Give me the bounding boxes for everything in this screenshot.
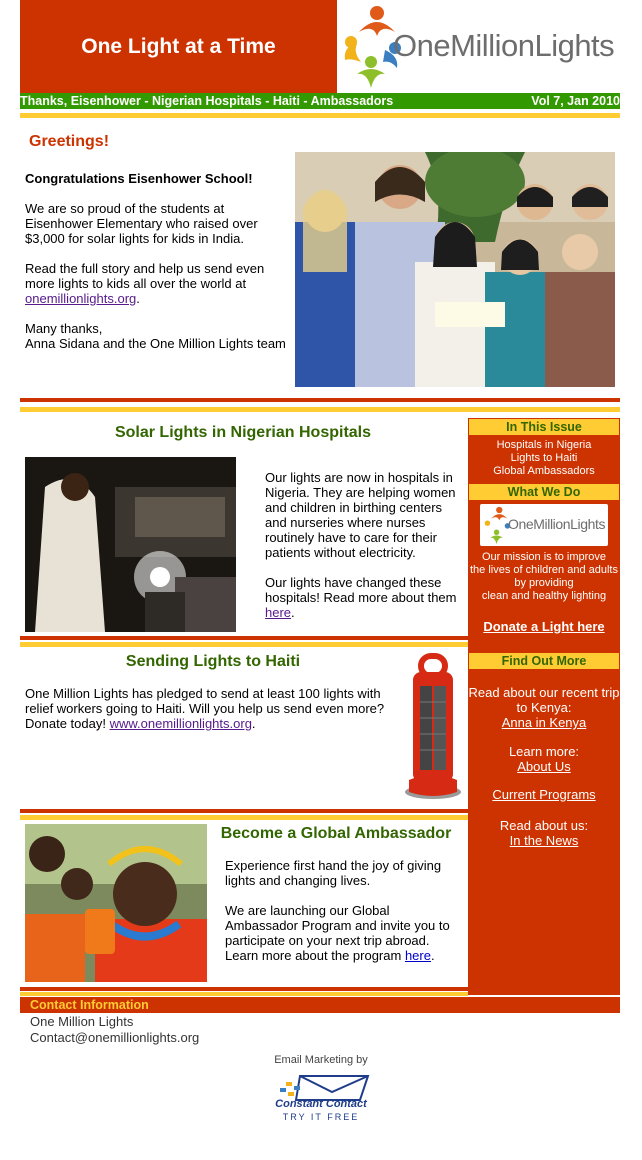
divider	[20, 113, 620, 118]
onemillionlights-link[interactable]: onemillionlights.org	[25, 291, 137, 306]
in-the-news-link[interactable]: In the News	[509, 833, 579, 848]
solar-lantern-image	[403, 652, 463, 800]
ambassador-text	[225, 858, 460, 978]
about-us-link[interactable]: About Us	[517, 759, 571, 774]
mission-text	[468, 551, 620, 603]
ambassador-paragraph: Experience first hand the joy of giving lights and changing lives.	[225, 858, 442, 888]
ambassador-paragraph-2	[225, 903, 460, 963]
haiti-end: .	[251, 716, 256, 731]
divider	[20, 992, 468, 996]
nurse-photo-image	[25, 457, 236, 632]
divider	[20, 636, 468, 640]
haiti-title: Sending Lights to Haiti	[125, 653, 301, 670]
contact-info	[30, 1014, 199, 1046]
sidebar	[468, 418, 620, 995]
divider	[20, 987, 468, 991]
kenya-photo-image	[25, 824, 207, 982]
mission-line: Our mission is to improve	[481, 551, 607, 563]
greeting-paragraph: We are so proud of the students at Eisenhower Elementary who raised over $3,000 for solar lights for kids in India.	[25, 201, 258, 246]
kenya-link[interactable]: Anna in Kenya	[501, 715, 587, 730]
nigeria-paragraph-2	[265, 575, 460, 620]
greeting-thanks: Many thanks,	[25, 321, 103, 336]
nigeria-here-link[interactable]: here	[265, 605, 292, 620]
email-marketing-label: Email Marketing by	[274, 1054, 368, 1066]
header-banner	[20, 0, 337, 93]
header	[20, 0, 620, 93]
divider	[20, 642, 468, 647]
contact-email[interactable]: Contact@onemillionlights.org	[30, 1030, 200, 1045]
students-photo	[295, 152, 615, 387]
find-out-more-list	[468, 685, 620, 848]
solar-lantern-icon	[403, 652, 463, 800]
greeting-text	[25, 171, 293, 366]
nigeria-photo	[25, 457, 236, 632]
trip-text: Read about our recent trip to Kenya:	[468, 685, 620, 715]
nigeria-p2-text: Our lights have changed these hospitals! Read more about them	[265, 575, 457, 605]
greeting-signature: Anna Sidana and the One Million Lights team	[25, 336, 286, 351]
brand-logo[interactable]	[337, 0, 620, 93]
cc-tagline: TRY IT FREE	[282, 1112, 360, 1122]
donate-container	[468, 619, 620, 634]
mission-line: by providing	[514, 577, 574, 589]
issue-topbar	[20, 93, 620, 109]
divider	[20, 809, 468, 813]
donate-link[interactable]: Donate a Light here	[483, 619, 605, 634]
ambassador-p2-text: We are launching our Global Ambassador Program and invite you to participate on your next trip abroad. Learn more about the program	[225, 903, 450, 963]
ambassador-here-link[interactable]: here	[404, 948, 431, 963]
topbar-volume: Vol 7, Jan 2010	[531, 94, 620, 108]
learn-text: Learn more:	[508, 744, 580, 759]
haiti-paragraph: One Million Lights has pledged to send at least 100 lights with relief workers going to Haiti. Will you help us send even more? Donate today!	[25, 686, 385, 731]
issue-item[interactable]: Hospitals in Nigeria	[496, 439, 592, 451]
news-text: Read about us:	[499, 818, 589, 833]
ambassador-p2-end: .	[430, 948, 435, 963]
nigeria-text	[265, 470, 460, 635]
greeting-signoff	[25, 321, 293, 351]
what-we-do-heading: What We Do	[469, 484, 619, 500]
students-photo-image	[295, 152, 615, 387]
haiti-donate-link[interactable]: www.onemillionlights.org	[109, 716, 252, 731]
greeting-title: Greetings!	[29, 133, 110, 150]
cc-name: Constant Contact	[275, 1098, 367, 1110]
ambassador-title: Become a Global Ambassador	[220, 825, 452, 842]
in-this-issue-heading: In This Issue	[469, 419, 619, 435]
greeting-paragraph-2	[25, 261, 293, 306]
nigeria-p2-end: .	[291, 605, 295, 620]
haiti-text	[25, 686, 395, 731]
greeting-heading: Congratulations Eisenhower School!	[25, 171, 253, 186]
greeting-p2-text: Read the full story and help us send even more lights to kids all over the world at	[25, 261, 265, 291]
divider	[20, 407, 620, 412]
topbar-topics: Thanks, Eisenhower - Nigerian Hospitals - Haiti - Ambassadors	[20, 94, 394, 108]
constant-contact-logo[interactable]	[270, 1070, 372, 1124]
contact-heading: Contact Information	[20, 997, 620, 1013]
current-programs-link[interactable]: Current Programs	[492, 787, 596, 802]
divider	[20, 398, 620, 402]
mission-line: the lives of children and adults	[470, 564, 618, 576]
ambassador-photo	[25, 824, 207, 982]
find-out-more-heading: Find Out More	[469, 653, 619, 669]
divider	[20, 815, 468, 820]
greeting-p2-end: .	[136, 291, 140, 306]
nigeria-title: Solar Lights in Nigerian Hospitals	[114, 424, 372, 441]
contact-org: One Million Lights	[30, 1014, 134, 1029]
header-title: One Light at a Time	[81, 34, 276, 58]
sidebar-logo	[480, 504, 608, 546]
mission-line: clean and healthy lighting	[481, 590, 607, 602]
sidebar-logo-text: OneMillionLights	[508, 516, 606, 532]
issue-item[interactable]: Lights to Haiti	[510, 452, 578, 464]
nigeria-paragraph: Our lights are now in hospitals in Nigeria. They are helping women and children in birthing centers and nurseries where nurses routinely have to care for their patients without electricity.	[265, 470, 456, 560]
issue-item[interactable]: Global Ambassadors	[493, 465, 595, 477]
brand-logo-text: OneMillionLights	[393, 28, 615, 63]
issue-list	[468, 439, 620, 478]
